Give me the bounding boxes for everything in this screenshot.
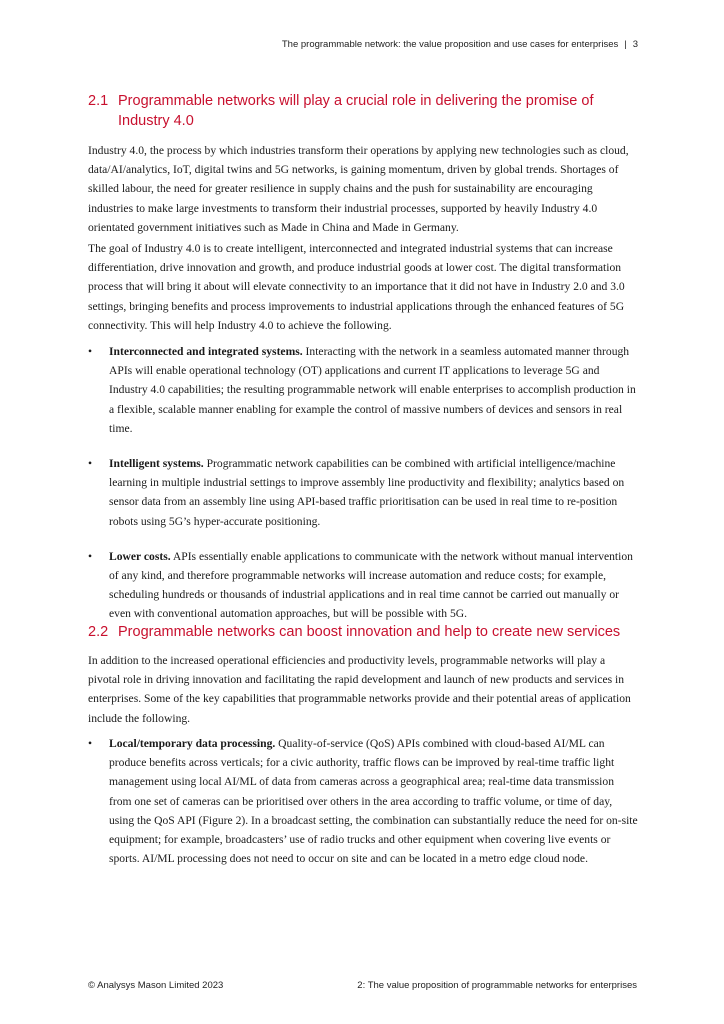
bullet-text: APIs essentially enable applications to communicate with the network without manual intervention of any kind, and therefore programmable networks will increase automation and reduce costs; for example, scheduling hundreds or thousands of industrial applications and in real time cannot be carried out manually or even with conventional automation approaches, but will be possible with 5G. [109,549,633,621]
page-number: 3 [632,39,638,50]
paragraph: In addition to the increased operational efficiencies and productivity levels, programmable networks will play a pivotal role in driving innovation and facilitating the rapid development and launch of new products and services in enterprises. Some of the key capabilities that programmable networks provide and their potential areas of application include the following. [88,654,631,725]
section-2-1-paragraph-1 [88,141,638,237]
footer-copyright: © Analysys Mason Limited 2023 [88,980,224,991]
section-2-1-number: 2.1 [88,93,109,109]
header-separator: | [624,39,627,50]
bullet-icon: • [88,549,93,563]
paragraph: Industry 4.0, the process by which industries transform their operations by applying new technologies such as cloud, data/AI/analytics, IoT, digital twins and 5G networks, is gaining momentum, driven by global trends. Shortages of skilled labour, the need for greater resilience in supply chains and the push for sustainability are encouraging industries to make large investments to transform their industrial processes, supported by heavily Industry 4.0 orientated government initiatives such as Made in China and Made in Germany. [88,144,629,234]
section-2-2 [88,622,638,642]
bullet-list [88,734,638,868]
bullet-item-local-processing [88,734,638,868]
bullet-text: Quality-of-service (QoS) APIs combined with cloud-based AI/ML can produce benefits across verticals; for a civic authority, traffic flows can be improved by real-time traffic light management using local AI/ML of data from cameras across a geographical area; real-time data transmission from one set of cameras can be prioritised over others in the area according to traffic volume, or time of day, using the QoS API (Figure 2). In a broadcast setting, the combination can substantially reduce the need for on-site equipment; for example, broadcasters’ use of radio trucks and other equipment when covering live events or sports. AI/ML processing does not need to occur on site and can be located in a metro edge cloud node. [109,737,638,866]
paragraph: The goal of Industry 4.0 is to create intelligent, interconnected and integrated industrial systems that can increase differentiation, drive innovation and growth, and produce industrial goods at lower cost. The digital transformation process that will bring it about will elevate connectivity to an importance that it did not have in Industry 2.0 and 3.0 settings, bringing benefits and process improvements to industrial applications through the enhanced features of 5G connectivity. This will help Industry 4.0 to achieve the following. [88,242,625,332]
bullet-icon: • [88,737,93,750]
bullet-text: Interacting with the network in a seamless automated manner through APIs will enable operational technology (OT) applications and current IT applications to leverage 5G and Industry 4.0 capabilities; the resulting programmable network will enable enterprises to accomplish production in a flexible, scalable manner enabling for example the control of massive numbers of devices and sensors in real time. [109,345,636,435]
section-2-1-bullets [88,326,638,624]
bullet-text: Programmatic network capabilities can be combined with artificial intelligence/machine learning in multiple industrial settings to improve assembly line productivity and flexibility; analytics based on sensor data from an assembly line using API-based traffic prioritisation can be used in real time to re-position robots using 5G’s hyper-accurate positioning. [109,457,625,528]
header-title: The programmable network: the value proposition and use cases for enterprises [281,39,619,50]
bullet-item-lower-costs [88,547,638,624]
section-2-2-number: 2.2 [88,624,109,640]
footer-chapter: 2: The value proposition of programmable networks for enterprises [357,980,637,991]
bullet-lead: Interconnected and integrated systems. [109,345,303,358]
bullet-icon: • [88,345,93,358]
bullet-lead: Intelligent systems. [109,457,204,471]
section-2-1-title: Programmable networks will play a crucial role in delivering the promise of Industry 4.0 [118,93,594,129]
bullet-list [88,342,638,624]
section-2-2-heading [88,622,638,642]
bullet-lead: Lower costs. [109,549,171,563]
section-2-1-heading [88,91,638,131]
section-2-2-paragraph-1 [88,651,638,728]
section-2-1 [88,91,638,131]
bullet-lead: Local/temporary data processing. [109,737,276,750]
bullet-item-interconnected [88,342,638,438]
section-2-2-bullets [88,718,638,868]
section-2-2-title: Programmable networks can boost innovation and help to create new services [118,624,621,640]
bullet-icon: • [88,457,93,471]
bullet-item-intelligent [88,454,638,531]
page-footer [88,980,637,991]
page-header [282,39,638,50]
section-2-1-paragraph-2 [88,239,638,335]
